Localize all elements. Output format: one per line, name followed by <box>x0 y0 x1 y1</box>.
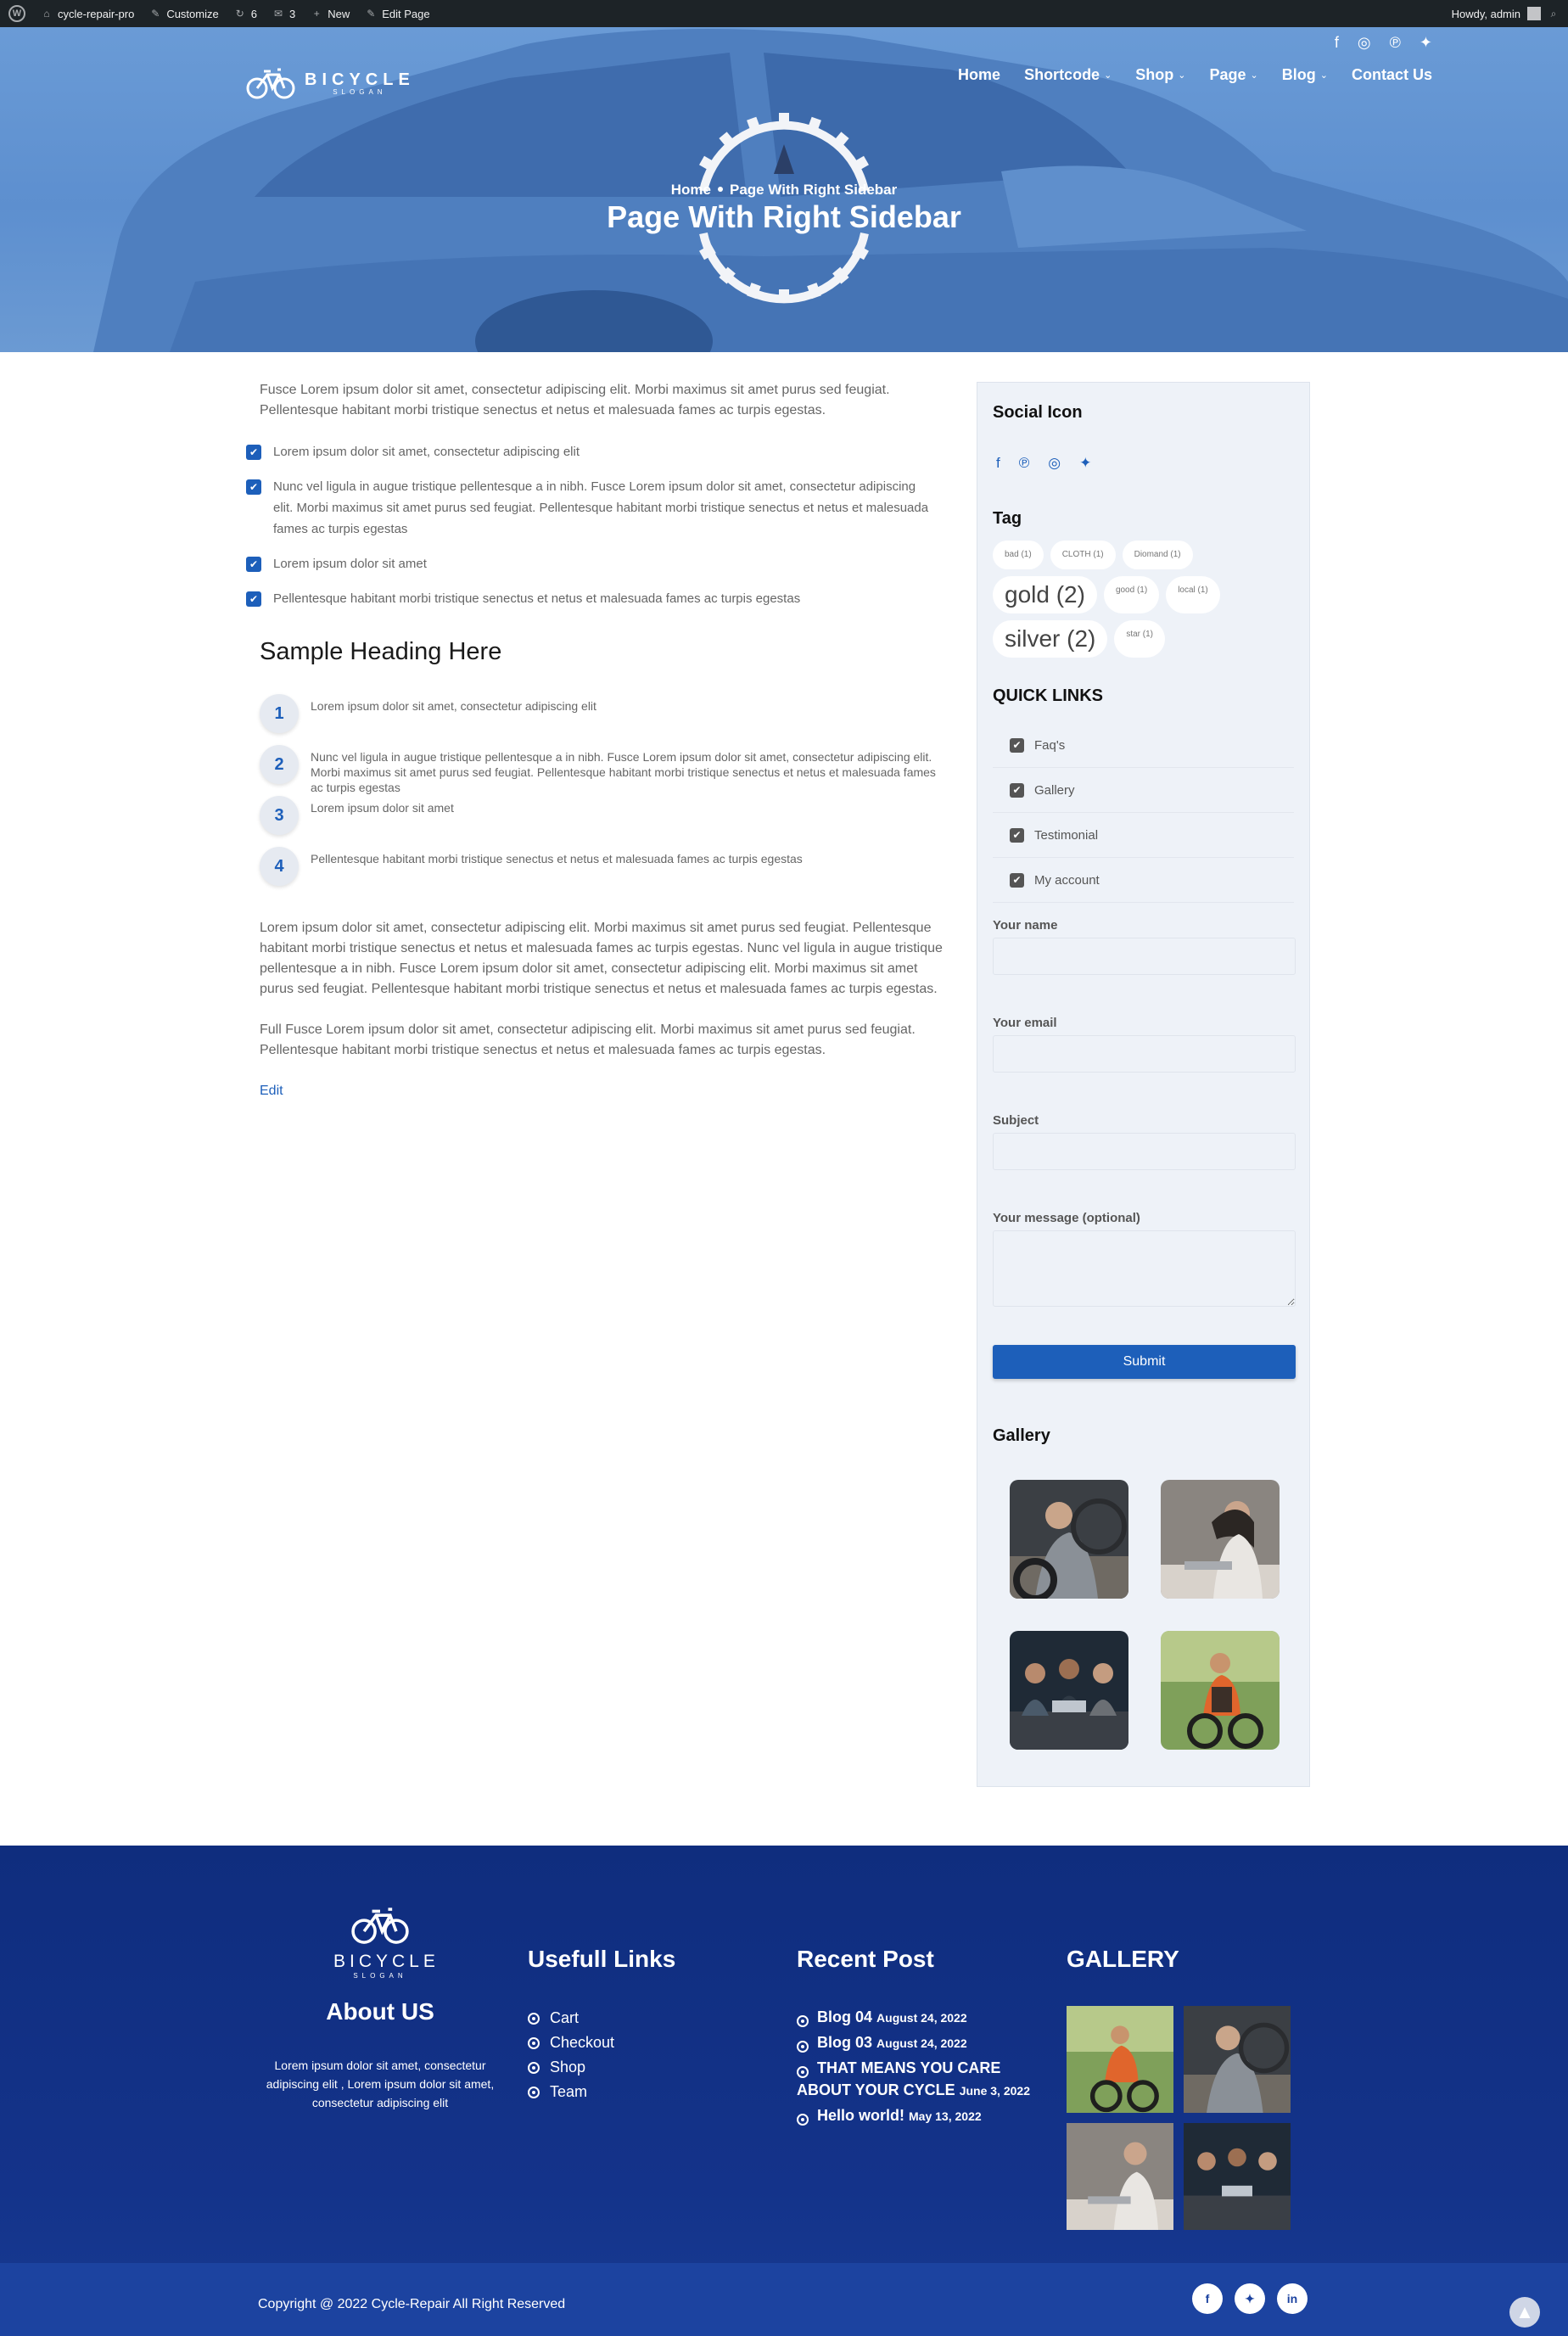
bicycle-logo-icon <box>245 64 296 102</box>
section-heading: Sample Heading Here <box>260 638 502 665</box>
lead-paragraph: Fusce Lorem ipsum dolor sit amet, consectetur adipiscing elit. Morbi maximus sit amet purus sed feugiat. Pellentesque habitant morbi tristique senectus et netus et malesuada fames ac turpis egestas. <box>260 383 890 417</box>
subject-label: Subject <box>993 1113 1039 1128</box>
quick-link-my-account[interactable]: ✔ My account <box>993 858 1294 903</box>
subject-field[interactable] <box>993 1133 1296 1170</box>
chevron-down-icon: ⌄ <box>1250 70 1258 81</box>
facebook-icon[interactable]: f <box>996 455 1000 471</box>
tag-good[interactable]: good (1) <box>1104 576 1159 613</box>
footer-link-checkout[interactable]: Checkout <box>528 2031 614 2055</box>
chevron-down-icon: ⌄ <box>1178 70 1186 81</box>
edit-link[interactable]: Edit <box>260 1084 283 1098</box>
checkbox-icon: ✔ <box>1010 738 1024 753</box>
site-logo[interactable] <box>245 64 415 102</box>
wordpress-logo-icon[interactable]: W <box>8 5 25 22</box>
list-item: ✔ Nunc vel ligula in augue tristique pellentesque a in nibh. Fusce Lorem ipsum dolor sit amet, consectetur adipiscing elit. Morbi maximus sit amet purus sed feugiat. Pellentesque habitant morbi tristique senectus et netus et malesuada fames ac turpis egestas <box>246 476 933 540</box>
checkbox-icon: ✔ <box>1010 828 1024 843</box>
circle-bullet-icon <box>797 2041 809 2053</box>
main-nav <box>958 66 1432 84</box>
circle-bullet-icon <box>797 2114 809 2126</box>
list-item: ✔ Pellentesque habitant morbi tristique senectus et netus et malesuada fames ac turpis egestas <box>246 588 933 609</box>
instagram-icon[interactable]: ◎ <box>1357 34 1371 51</box>
recent-post-item[interactable]: Hello world! May 13, 2022 <box>797 2104 1034 2127</box>
chevron-down-icon: ⌄ <box>1104 70 1112 81</box>
nav-shop[interactable]: Shop ⌄ <box>1135 66 1186 83</box>
admin-customize-link[interactable]: ✎ Customize <box>151 7 219 20</box>
tag-gold[interactable]: gold (2) <box>993 576 1097 613</box>
email-label: Your email <box>993 1016 1057 1030</box>
footer-logo[interactable] <box>333 1903 440 1980</box>
body-paragraph: Full Fusce Lorem ipsum dolor sit amet, consectetur adipiscing elit. Morbi maximus sit amet purus sed feugiat. Pellentesque habitant morbi tristique senectus et netus et malesuada fames ac turpis egestas. <box>260 1022 916 1057</box>
copyright: Copyright @ 2022 Cycle-Repair All Right Reserved <box>258 2297 566 2311</box>
breadcrumb-home[interactable]: Home <box>670 182 711 198</box>
admin-site-link[interactable]: ⌂ cycle-repair-pro <box>41 8 134 20</box>
quick-links <box>993 723 1294 903</box>
admin-new-link[interactable]: + New <box>311 8 350 20</box>
gallery-image[interactable] <box>1010 1631 1128 1750</box>
nav-home[interactable]: Home <box>958 66 1001 83</box>
gallery-image[interactable] <box>1161 1631 1280 1750</box>
circle-bullet-icon <box>797 2015 809 2027</box>
search-icon[interactable]: ⌕ <box>1550 7 1557 20</box>
gallery-image[interactable] <box>1067 2123 1173 2230</box>
admin-comments-link[interactable]: ✉ 3 <box>273 7 296 20</box>
home-icon: ⌂ <box>43 8 50 20</box>
email-field[interactable] <box>993 1035 1296 1073</box>
logo-slogan: SLOGAN <box>333 87 387 96</box>
nav-contact[interactable]: Contact Us <box>1351 66 1432 83</box>
chevron-down-icon: ⌄ <box>1319 70 1328 81</box>
list-item: 4 Pellentesque habitant morbi tristique senectus et netus et malesuada fames ac turpis egestas <box>260 847 947 898</box>
avatar[interactable] <box>1527 7 1541 20</box>
pinterest-icon[interactable]: ℗ <box>1389 34 1401 51</box>
about-title: About US <box>326 1998 434 2025</box>
tag-diomand[interactable]: Diomand (1) <box>1123 541 1193 569</box>
name-label: Your name <box>993 918 1058 933</box>
hero-banner <box>0 27 1568 352</box>
checkbox-icon: ✔ <box>1010 873 1024 888</box>
main-content <box>249 380 947 1101</box>
breadcrumb-separator <box>718 187 723 192</box>
quick-link-gallery[interactable]: ✔ Gallery <box>993 768 1294 813</box>
site-footer <box>0 1846 1568 2336</box>
checkbox-icon: ✔ <box>1010 783 1024 798</box>
footer-logo-name: BICYCLE <box>333 1952 440 1971</box>
right-sidebar <box>977 382 1310 1787</box>
admin-edit-page-link[interactable]: ✎ Edit Page <box>367 7 430 20</box>
contact-form <box>993 918 1294 1379</box>
list-item: ✔ Lorem ipsum dolor sit amet <box>246 553 933 574</box>
page-title: Page With Right Sidebar <box>607 199 961 234</box>
footer-logo-slogan: SLOGAN <box>353 1972 407 1980</box>
recent-post-item[interactable]: Blog 04 August 24, 2022 <box>797 2006 1034 2029</box>
scroll-to-top-button[interactable] <box>1509 2297 1540 2328</box>
numbered-list <box>260 694 947 898</box>
message-label: Your message (optional) <box>993 1211 1140 1225</box>
tag-star[interactable]: star (1) <box>1114 620 1165 658</box>
footer-bottom-bar <box>0 2263 1568 2336</box>
list-item: 1 Lorem ipsum dolor sit amet, consectetur adipiscing elit <box>260 694 947 745</box>
useful-links <box>528 2006 614 2104</box>
sidebar-social <box>993 455 1294 472</box>
bicycle-logo-icon <box>342 1903 418 1947</box>
gallery-image[interactable] <box>1010 1480 1128 1599</box>
breadcrumb <box>0 182 1568 199</box>
checkbox-icon: ✔ <box>246 479 261 495</box>
recent-post-item[interactable]: THAT MEANS YOU CARE ABOUT YOUR CYCLE June 3, 2022 <box>797 2059 1030 2098</box>
admin-bar <box>0 0 1568 27</box>
twitter-icon[interactable]: ✦ <box>1419 34 1432 51</box>
submit-button[interactable]: Submit <box>993 1345 1296 1379</box>
twitter-icon[interactable]: ✦ <box>1079 455 1092 471</box>
list-item: 3 Lorem ipsum dolor sit amet <box>260 796 947 847</box>
gallery-image[interactable] <box>1161 1480 1280 1599</box>
arrow-up-icon: ▲ <box>1515 2301 1534 2322</box>
tag-cloud <box>993 541 1247 658</box>
footer-gallery-title: GALLERY <box>1067 1946 1179 1972</box>
gallery-image[interactable] <box>1184 2123 1291 2230</box>
linkedin-icon[interactable]: in <box>1277 2283 1308 2314</box>
quick-link-faqs[interactable]: ✔ Faq's <box>993 723 1294 768</box>
sidebar-gallery <box>993 1480 1294 1750</box>
facebook-icon[interactable]: f <box>1192 2283 1223 2314</box>
recent-post-item[interactable]: Blog 03 August 24, 2022 <box>797 2031 1034 2054</box>
gallery-widget-title: Gallery <box>993 1426 1050 1445</box>
circle-bullet-icon <box>528 2037 540 2049</box>
nav-blog[interactable]: Blog ⌄ <box>1281 66 1328 83</box>
links-title: Usefull Links <box>528 1946 676 1972</box>
refresh-icon: ↻ <box>235 8 244 20</box>
comment-icon: ✉ <box>273 8 283 20</box>
message-field[interactable] <box>993 1230 1296 1307</box>
nav-shortcode[interactable]: Shortcode ⌄ <box>1024 66 1112 83</box>
checkbox-icon: ✔ <box>246 557 261 572</box>
pencil-icon: ✎ <box>367 8 376 20</box>
body-paragraph: Lorem ipsum dolor sit amet, consectetur adipiscing elit. Morbi maximus sit amet purus sed feugiat. Pellentesque habitant morbi tristique senectus et netus et malesuada fames ac turpis egestas. Nunc vel ligula in augue tristique pellentesque a in nibh. Fusce Lorem ipsum dolor sit amet, consectetur adipiscing elit. Morbi maximus sit amet purus sed feugiat. Pellentesque habitant morbi tristique senectus et netus et malesuada fames ac turpis egestas. <box>260 921 943 996</box>
recent-post-title: Recent Post <box>797 1946 934 1972</box>
logo-name: BICYCLE <box>305 70 415 89</box>
footer-social <box>1192 2283 1308 2314</box>
gallery-image[interactable] <box>1184 2006 1291 2113</box>
breadcrumb-current: Page With Right Sidebar <box>729 182 898 198</box>
nav-page[interactable]: Page ⌄ <box>1209 66 1258 83</box>
footer-link-shop[interactable]: Shop <box>528 2055 614 2080</box>
twitter-icon[interactable]: ✦ <box>1235 2283 1265 2314</box>
list-item: ✔ Lorem ipsum dolor sit amet, consectetur adipiscing elit <box>246 441 933 462</box>
checkbox-icon: ✔ <box>246 445 261 460</box>
tag-widget-title: Tag <box>993 509 1022 528</box>
footer-link-team[interactable]: Team <box>528 2080 614 2104</box>
tag-silver[interactable]: silver (2) <box>993 620 1107 658</box>
quick-links-title: QUICK LINKS <box>993 686 1103 705</box>
facebook-icon[interactable]: f <box>1334 34 1339 51</box>
check-list <box>246 441 933 609</box>
tag-cloth[interactable]: CLOTH (1) <box>1050 541 1116 569</box>
circle-bullet-icon <box>797 2066 809 2078</box>
checkbox-icon: ✔ <box>246 591 261 607</box>
footer-gallery <box>1067 2006 1291 2230</box>
brush-icon: ✎ <box>151 8 160 20</box>
tag-local[interactable]: local (1) <box>1166 576 1220 613</box>
list-item: 2 Nunc vel ligula in augue tristique pellentesque a in nibh. Fusce Lorem ipsum dolor sit amet, consectetur adipiscing elit. Morbi maximus sit amet purus sed feugiat. Pellentesque habitant morbi tristique senectus et netus et malesuada fames ac turpis egestas <box>260 745 947 796</box>
recent-posts <box>797 2006 1034 2130</box>
circle-bullet-icon <box>528 2013 540 2025</box>
name-field[interactable] <box>993 938 1296 975</box>
footer-link-cart[interactable]: Cart <box>528 2006 614 2031</box>
gallery-image[interactable] <box>1067 2006 1173 2113</box>
plus-icon: + <box>313 8 320 20</box>
admin-updates-link[interactable]: ↻ 6 <box>235 7 257 20</box>
quick-link-testimonial[interactable]: ✔ Testimonial <box>993 813 1294 858</box>
tag-bad[interactable]: bad (1) <box>993 541 1044 569</box>
circle-bullet-icon <box>528 2087 540 2098</box>
instagram-icon[interactable]: ◎ <box>1048 455 1061 471</box>
pinterest-icon[interactable]: ℗ <box>1018 455 1030 471</box>
admin-howdy[interactable]: Howdy, admin <box>1451 7 1520 20</box>
circle-bullet-icon <box>528 2062 540 2074</box>
about-text: Lorem ipsum dolor sit amet, consectetur adipiscing elit , Lorem ipsum dolor sit amet, consectetur adipiscing elit <box>266 2059 495 2109</box>
social-widget-title: Social Icon <box>993 403 1083 422</box>
header-social <box>1335 34 1432 52</box>
